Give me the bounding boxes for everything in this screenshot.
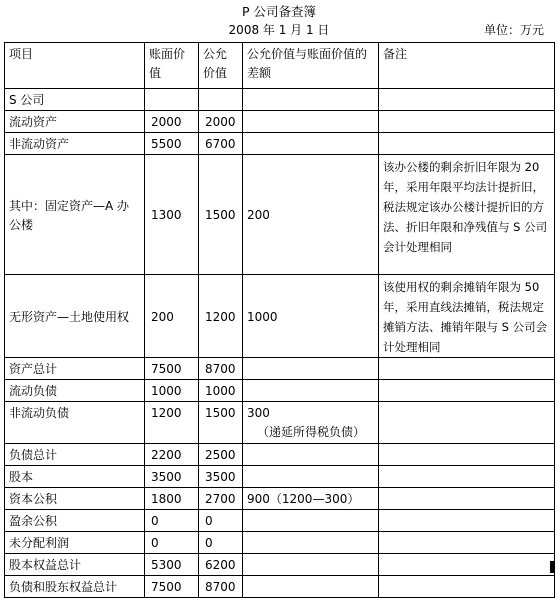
row-difference: [243, 444, 379, 466]
column-header-difference: 公允价值与账面价值的差额: [243, 43, 379, 89]
row-difference: [243, 402, 379, 444]
row-difference: [243, 89, 379, 111]
row-note: [379, 89, 555, 111]
row-book-value: 2000: [145, 111, 199, 133]
row-book-value: 200: [145, 275, 199, 358]
table-row: [5, 133, 555, 155]
row-fair-value: 2700: [199, 488, 243, 510]
row-fair-value: 3500: [199, 466, 243, 488]
row-difference: 200: [243, 155, 379, 275]
row-note: [379, 576, 555, 598]
row-difference: [243, 380, 379, 402]
row-book-value: 1800: [145, 488, 199, 510]
row-item: 流动负债: [5, 380, 145, 402]
table-row: [5, 532, 555, 554]
row-note: [379, 380, 555, 402]
table-row: [5, 554, 555, 576]
table-header-row: [5, 43, 555, 89]
row-fair-value: 2000: [199, 111, 243, 133]
row-item: 负债和股东权益总计: [5, 576, 145, 598]
row-item: 无形资产—土地使用权: [5, 275, 145, 358]
row-fair-value: 8700: [199, 358, 243, 380]
row-item: 非流动资产: [5, 133, 145, 155]
row-fair-value: 0: [199, 532, 243, 554]
row-note: [379, 554, 555, 576]
row-book-value: 1000: [145, 380, 199, 402]
table-row: [5, 89, 555, 111]
row-note: [379, 510, 555, 532]
row-item: 资产总计: [5, 358, 145, 380]
row-note: [379, 444, 555, 466]
row-fair-value: [199, 89, 243, 111]
row-book-value: 3500: [145, 466, 199, 488]
row-note: 该办公楼的剩余折旧年限为 20 年，采用年限平均法计提折旧，税法规定该办公楼计提折旧的方法、折旧年限和净残值与 S 公司会计处理相同: [379, 155, 555, 275]
column-header-note: 备注: [379, 43, 555, 89]
row-note: [379, 402, 555, 444]
table-row: [5, 358, 555, 380]
row-book-value: 2200: [145, 444, 199, 466]
row-item: 股本权益总计: [5, 554, 145, 576]
row-difference: 1000: [243, 275, 379, 358]
row-fair-value: 1500: [199, 155, 243, 275]
text-cursor-mark: [550, 561, 554, 573]
row-note: [379, 358, 555, 380]
row-item: 未分配利润: [5, 532, 145, 554]
row-fair-value: 6700: [199, 133, 243, 155]
column-header-item: 项目: [5, 43, 145, 89]
row-item: S 公司: [5, 89, 145, 111]
row-difference: [243, 466, 379, 488]
row-fair-value: 8700: [199, 576, 243, 598]
row-fair-value: 2500: [199, 444, 243, 466]
row-difference: [243, 111, 379, 133]
row-note: [379, 532, 555, 554]
document-title: P 公司备查簿: [241, 4, 316, 19]
row-item: 流动资产: [5, 111, 145, 133]
row-note: [379, 133, 555, 155]
difference-annotation: （递延所得税负债）: [257, 425, 366, 439]
table-row: [5, 444, 555, 466]
row-book-value: 0: [145, 510, 199, 532]
row-difference: [243, 510, 379, 532]
row-difference: [243, 554, 379, 576]
row-fair-value: 6200: [199, 554, 243, 576]
row-note: [379, 111, 555, 133]
table-row: [5, 466, 555, 488]
row-item: 非流动负债: [5, 402, 145, 444]
column-header-fair-value: 公允价值: [199, 43, 243, 89]
row-item: 负债总计: [5, 444, 145, 466]
row-note: 该使用权的剩余摊销年限为 50 年，采用直线法摊销，税法规定摊销方法、摊销年限与 S 公司会计处理相同: [379, 275, 555, 358]
table-row: [5, 380, 555, 402]
row-item: 股本: [5, 466, 145, 488]
row-book-value: [145, 89, 199, 111]
row-fair-value: 1500: [199, 402, 243, 444]
table-row: [5, 155, 555, 275]
row-item: 其中：固定资产—A 办公楼: [5, 155, 145, 275]
row-book-value: 0: [145, 532, 199, 554]
row-fair-value: 1000: [199, 380, 243, 402]
table-row: [5, 275, 555, 358]
difference-value: 300: [247, 406, 270, 420]
unit-label: 单位：万元: [483, 23, 544, 37]
row-difference: 900（1200—300）: [243, 488, 379, 510]
row-book-value: 5300: [145, 554, 199, 576]
row-item: 资本公积: [5, 488, 145, 510]
row-book-value: 1300: [145, 155, 199, 275]
row-note: [379, 488, 555, 510]
row-difference: [243, 133, 379, 155]
row-difference: [243, 576, 379, 598]
row-note: [379, 466, 555, 488]
row-book-value: 7500: [145, 576, 199, 598]
row-item: 盈余公积: [5, 510, 145, 532]
table-row: [5, 488, 555, 510]
row-book-value: 5500: [145, 133, 199, 155]
row-fair-value: 1200: [199, 275, 243, 358]
row-fair-value: 0: [199, 510, 243, 532]
row-book-value: 7500: [145, 358, 199, 380]
column-header-book-value: 账面价值: [145, 43, 199, 89]
row-difference: [243, 532, 379, 554]
document-date: 2008 年 1 月 1 日: [228, 23, 330, 37]
table-row: [5, 402, 555, 444]
table-row: [5, 111, 555, 133]
table-row: [5, 576, 555, 598]
row-book-value: 1200: [145, 402, 199, 444]
table-row: [5, 510, 555, 532]
row-difference: [243, 358, 379, 380]
ledger-table: [4, 42, 555, 598]
